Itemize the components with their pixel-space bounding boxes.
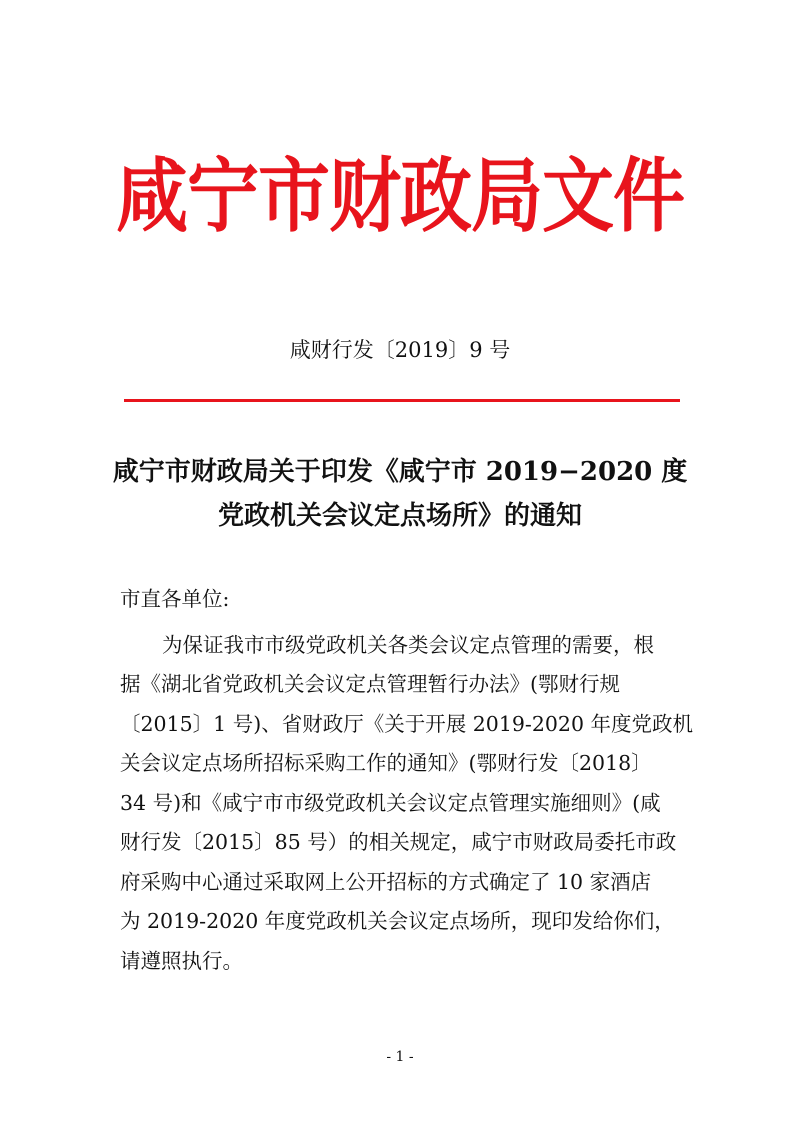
notice-title xyxy=(100,450,700,538)
document-number: 咸财行发〔2019〕9 号 xyxy=(289,338,511,362)
body-line: 财行发〔2015〕85 号）的相关规定，咸宁市财政局委托市政 xyxy=(120,830,677,854)
body-line: 据《湖北省党政机关会议定点管理暂行办法》(鄂财行规 xyxy=(120,672,620,696)
body-line: 为 2019-2020 年度党政机关会议定点场所，现印发给你们， xyxy=(120,909,675,933)
body-line: 为保证我市市级党政机关各类会议定点管理的需要，根 xyxy=(162,632,654,657)
salutation: 市直各单位: xyxy=(120,587,230,611)
notice-title-line-1: 咸宁市财政局关于印发《咸宁市 2019−2020 度 xyxy=(112,457,688,487)
masthead-title: 咸宁市财政局文件 xyxy=(115,148,684,244)
notice-title-line-2: 党政机关会议定点场所》的通知 xyxy=(217,501,582,531)
page-number: - 1 - xyxy=(386,1049,414,1065)
body-line: 〔2015〕1 号)、省财政厅《关于开展 2019-2020 年度党政机 xyxy=(120,711,694,736)
body-line: 府采购中心通过采取网上公开招标的方式确定了 10 家酒店 xyxy=(120,869,652,894)
body-line: 34 号)和《咸宁市市级党政机关会议定点管理实施细则》(咸 xyxy=(120,790,661,815)
body-line: 请遵照执行。 xyxy=(120,948,243,973)
body-line: 关会议定点场所招标采购工作的通知》(鄂财行发〔2018〕 xyxy=(120,751,652,775)
red-separator-line xyxy=(124,399,680,402)
notice-body xyxy=(120,580,694,981)
